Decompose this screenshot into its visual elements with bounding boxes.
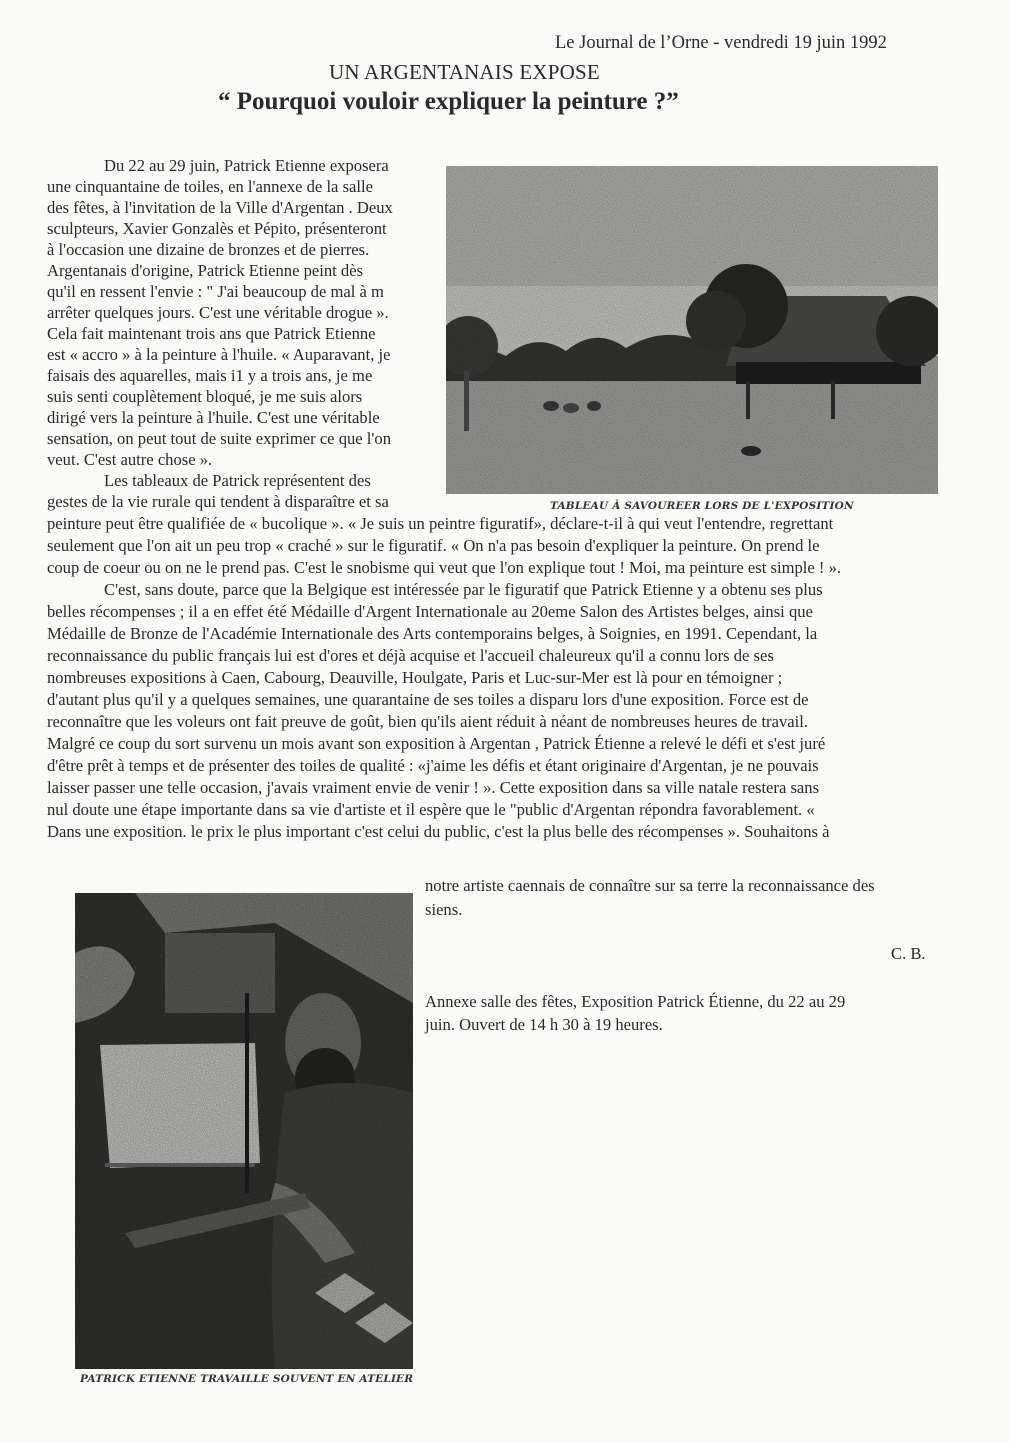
paragraph-line: siens. [425, 900, 463, 919]
paragraph-line: faisais des aquarelles, mais i1 y a trois ans, je me [47, 366, 373, 385]
paragraph-line: d'être prêt à temps et de présenter des toiles de qualité : «j'aime les défis et étant originaire d'Argentan, je ne pouvais [47, 756, 819, 775]
paragraph-line: dirigé vers la peinture à l'huile. C'est une véritable [47, 408, 380, 427]
paragraph-line: belles récompenses ; il a en effet été Médaille d'Argent Internationale au 20eme Salon des Artistes belges, ainsi que [47, 602, 813, 621]
artist-caption: PATRICK ETIENNE TRAVAILLE SOUVENT EN ATELIER [80, 1373, 414, 1385]
author-signature: C. B. [891, 944, 926, 963]
paragraph-line: arrêter quelques jours. C'est une véritable drogue ». [47, 303, 389, 322]
paragraph-line: Médaille de Bronze de l'Académie Internationale des Arts contemporains belges, à Soignies, en 1991. Cependant, la [47, 624, 818, 643]
paragraph-line: sculpteurs, Xavier Gonzalès et Pépito, présenteront [47, 219, 387, 238]
paragraph-line: Argentanais d'origine, Patrick Etienne peint dès [47, 261, 364, 280]
paragraph-line: à l'occasion une dizaine de bronzes et de pierres. [47, 240, 370, 259]
paragraph-line: qu'il en ressent l'envie : " J'ai beaucoup de mal à m [47, 282, 384, 301]
paragraph-line: une cinquantaine de toiles, en l'annexe de la salle [47, 177, 373, 196]
exhibition-info-line: juin. Ouvert de 14 h 30 à 19 heures. [425, 1015, 663, 1034]
paragraph-line: Les tableaux de Patrick représentent des [104, 471, 371, 490]
exhibition-info-line: Annexe salle des fêtes, Exposition Patrick Étienne, du 22 au 29 [425, 992, 846, 1011]
artist-photo-image [75, 893, 413, 1369]
paragraph-line: nul doute une étape importante dans sa vie d'artiste et il espère que le "public d'Argentan répondra favorablement. « [47, 800, 815, 819]
paragraph-line: Du 22 au 29 juin, Patrick Etienne exposera [104, 156, 389, 175]
landscape-caption: TABLEAU À SAVOUREER LORS DE L'EXPOSITION [550, 500, 854, 512]
landscape-painting-image [446, 166, 938, 494]
paragraph-line: nombreuses expositions à Caen, Cabourg, Deauville, Houlgate, Paris et Luc-sur-Mer est là pour en témoigner ; [47, 668, 783, 687]
paragraph-line: coup de coeur ou on ne le prend pas. C'est le snobisme qui veut que l'on explique tout ! Moi, ma peinture est simple ! ». [47, 558, 842, 577]
paragraph-line: seulement que l'on ait un peu trop « craché » sur le figuratif. « On n'a pas besoin d'expliquer la peinture. On prend le [47, 536, 820, 555]
paragraph-line: Cela fait maintenant trois ans que Patrick Etienne [47, 324, 376, 343]
headline: “ Pourquoi vouloir expliquer la peinture ?” [218, 88, 679, 115]
paragraph-line: veut. C'est autre chose ». [47, 450, 213, 469]
paragraph-line: est « accro » à la peinture à l'huile. « Auparavant, je [47, 345, 391, 364]
paragraph-line: d'autant plus qu'il y a quelques semaines, une quarantaine de ses toiles a disparu lors d'une exposition. Force est de [47, 690, 809, 709]
paragraph-line: peinture peut être qualifiée de « bucolique ». « Je suis un peintre figuratif», déclare-t-il à qui veut l'entendre, regrettant [47, 514, 834, 533]
kicker-title: UN ARGENTANAIS EXPOSE [329, 60, 600, 84]
paragraph-line: gestes de la vie rurale qui tendent à disparaître et sa [47, 492, 389, 511]
paragraph-line: notre artiste caennais de connaître sur sa terre la reconnaissance des [425, 876, 875, 895]
paragraph-line: des fêtes, à l'invitation de la Ville d'Argentan . Deux [47, 198, 393, 217]
paragraph-line: reconnaissance du public français lui est d'ores et déjà acquise et l'accueil chaleureux qu'il a connu lors de ses [47, 646, 774, 665]
paragraph-line: C'est, sans doute, parce que la Belgique est intéressée par le figuratif que Patrick Etienne y a obtenu ses plus [104, 580, 823, 599]
paragraph-line: reconnaître que les voleurs ont fait preuve de goût, bien qu'ils aient réduit à néant de nombreuses heures de travail. [47, 712, 808, 731]
paragraph-line: laisser passer une telle occasion, j'avais vraiment envie de venir ! ». Cette exposition dans sa ville natale restera sans [47, 778, 820, 797]
paragraph-line: sensation, on peut tout de suite exprimer ce que l'on [47, 429, 391, 448]
paragraph-line: Dans une exposition. le prix le plus important c'est celui du public, c'est la plus belle des récompenses ». Souhaitons à [47, 822, 830, 841]
paragraph-line: suis senti couplètement bloqué, je me suis alors [47, 387, 363, 406]
newspaper-source: Le Journal de l’Orne - vendredi 19 juin 1992 [555, 33, 887, 53]
paragraph-line: Malgré ce coup du sort survenu un mois avant son exposition à Argentan , Patrick Étienne a relevé le défi et s'est juré [47, 734, 826, 753]
